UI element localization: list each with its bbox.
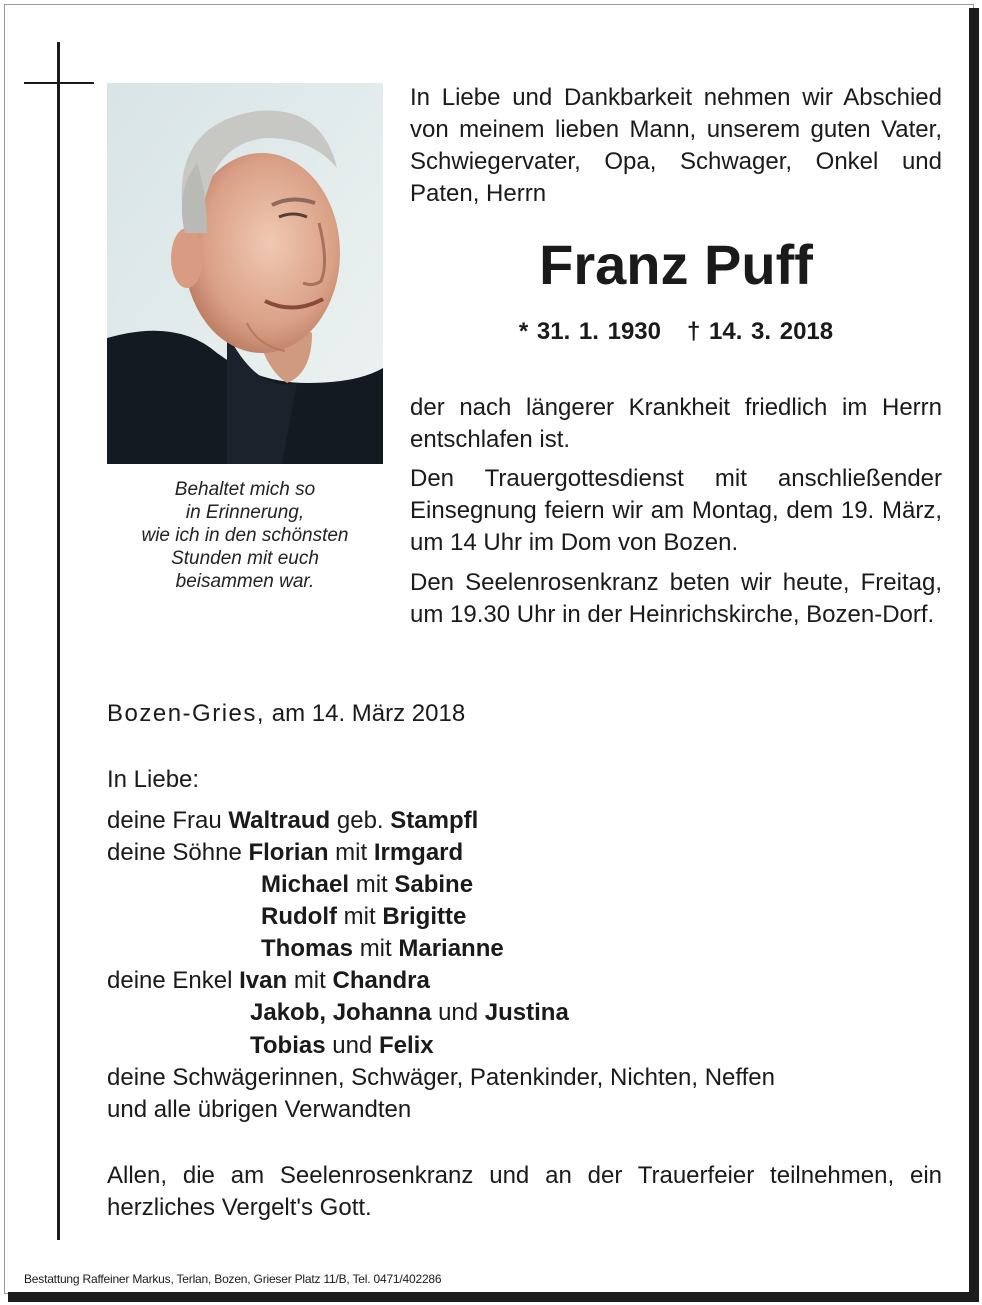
connector: mit bbox=[355, 871, 388, 898]
closing-thanks: Allen, die am Seelenrosenkranz und an der Trauerfeier teilnehmen, ein herzliches Vergelt's Gott. bbox=[107, 1162, 942, 1221]
deceased-name: Franz Puff bbox=[539, 233, 813, 296]
mourner-name: Justina bbox=[484, 999, 569, 1026]
funeral-home-footer: Bestattung Raffeiner Markus, Terlan, Bozen, Grieser Platz 11/B, Tel. 0471/402286 bbox=[24, 1272, 442, 1286]
mourner-name: Stampfl bbox=[390, 807, 479, 834]
caption-line: in Erinnerung, bbox=[185, 502, 305, 523]
connector: mit bbox=[359, 935, 392, 962]
mourner-row-son bbox=[261, 869, 473, 901]
mourner-name: Florian bbox=[248, 839, 329, 866]
mourner-row-wife bbox=[107, 805, 478, 837]
mourner-name: Thomas bbox=[261, 935, 354, 962]
mourner-row-son bbox=[107, 837, 463, 869]
mourner-row-others: deine Schwägerinnen, Schwäger, Patenkinder, Nichten, Neffen bbox=[107, 1064, 775, 1091]
connector: mit bbox=[293, 967, 326, 994]
notice-date: am 14. März 2018 bbox=[271, 700, 466, 727]
mourner-name: Chandra bbox=[332, 967, 430, 994]
place-name: Bozen-Gries, bbox=[107, 700, 266, 727]
caption-line: Stunden mit euch bbox=[171, 548, 319, 569]
mourner-name: Felix bbox=[378, 1032, 434, 1059]
in-liebe-heading: In Liebe: bbox=[107, 766, 200, 793]
birth-date: * 31. 1. 1930 bbox=[518, 318, 661, 345]
frame-shadow-right bbox=[969, 8, 979, 1300]
caption-line: beisammen war. bbox=[175, 571, 315, 592]
relation-label: deine Söhne bbox=[107, 839, 242, 866]
caption-line: Behaltet mich so bbox=[174, 479, 316, 500]
relation-label: deine Frau bbox=[107, 807, 222, 834]
mourner-row-grandchildren bbox=[107, 965, 430, 997]
rosary-text: Den Seelenrosenkranz beten wir heute, Freitag, um 19.30 Uhr in der Heinrichskirche, Bozen-Dorf. bbox=[410, 569, 942, 628]
mourner-name: Irmgard bbox=[373, 839, 464, 866]
passing-text: der nach längerer Krankheit friedlich im Herrn entschlafen ist. bbox=[410, 394, 942, 453]
connector: geb. bbox=[336, 807, 384, 834]
frame-shadow-bottom bbox=[8, 1292, 979, 1302]
mourner-name: Marianne bbox=[398, 935, 504, 962]
connector: mit bbox=[343, 903, 376, 930]
funeral-service-text: Den Trauergottesdienst mit anschließender Einsegnung feiern wir am Montag, dem 19. März, um 14 Uhr im Dom von Bozen. bbox=[410, 465, 942, 556]
mourner-name: Waltraud bbox=[228, 807, 331, 834]
mourner-row-son bbox=[261, 933, 504, 965]
place-date bbox=[107, 700, 465, 728]
mourner-row-relatives: und alle übrigen Verwandten bbox=[107, 1096, 412, 1123]
cross-vertical-bar bbox=[57, 42, 60, 1240]
connector: mit bbox=[335, 839, 368, 866]
portrait-photo bbox=[107, 83, 383, 464]
connector: und bbox=[332, 1032, 373, 1059]
mourner-name: Sabine bbox=[394, 871, 474, 898]
life-dates bbox=[410, 318, 942, 346]
death-date: † 14. 3. 2018 bbox=[687, 318, 834, 345]
mourner-name: Jakob, Johanna bbox=[250, 999, 432, 1026]
mourner-name: Brigitte bbox=[382, 903, 467, 930]
relation-label: deine Enkel bbox=[107, 967, 233, 994]
photo-caption bbox=[107, 478, 383, 593]
mourner-row-grandchildren bbox=[250, 1030, 434, 1062]
mourner-name: Tobias bbox=[250, 1032, 326, 1059]
mourner-name: Michael bbox=[261, 871, 350, 898]
caption-line: wie ich in den schönsten bbox=[141, 525, 349, 546]
intro-text: In Liebe und Dankbarkeit nehmen wir Abschied von meinem lieben Mann, unserem guten Vater, Schwiegervater, Opa, Schwager, Onkel und Paten, Herrn bbox=[410, 84, 942, 207]
cross-horizontal-bar bbox=[24, 82, 94, 84]
mourner-row-grandchildren bbox=[250, 997, 569, 1029]
connector: und bbox=[438, 999, 479, 1026]
mourner-name: Ivan bbox=[239, 967, 288, 994]
mourner-row-son bbox=[261, 901, 466, 933]
mourner-name: Rudolf bbox=[261, 903, 337, 930]
